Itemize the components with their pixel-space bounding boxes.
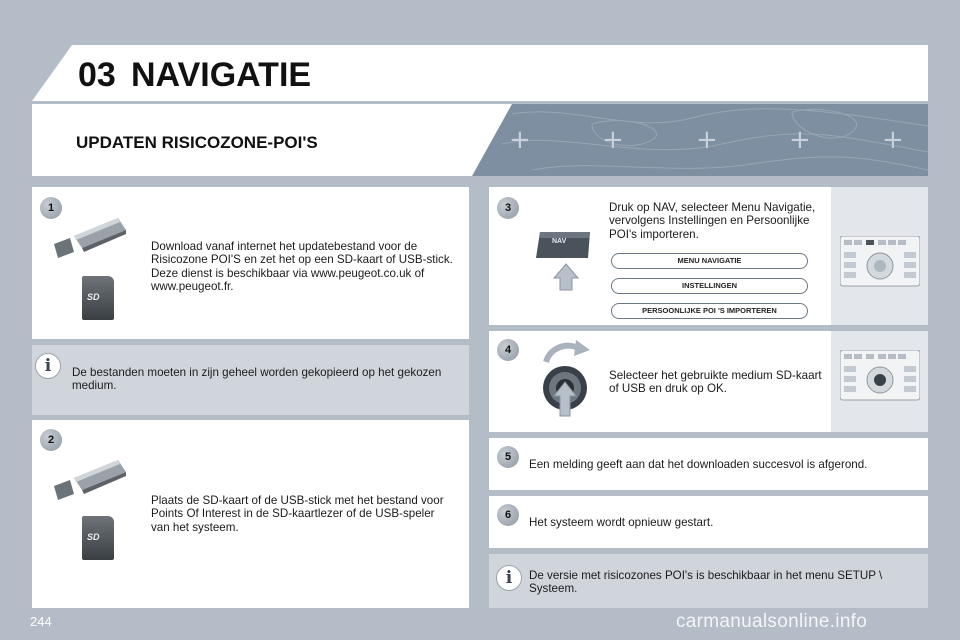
step-1-text: Download vanaf internet het updatebestand voor de Risicozone POI'S en zet het op een SD-kaart of USB-stick. Deze dienst is beschikbaar via www.peugeot.co.uk of www.peugeot.fr. [151, 240, 453, 294]
sd-card-label: SD [87, 532, 100, 542]
sd-card-icon [82, 516, 114, 560]
plus-decoration: + [602, 125, 624, 155]
menu-item-menu-navigatie[interactable]: MENU NAVIGATIE [611, 253, 808, 269]
step-number-badge: 5 [497, 446, 519, 468]
info-icon: i [496, 565, 522, 591]
step-number-badge: 3 [497, 197, 519, 219]
radio-unit-icon [840, 350, 920, 430]
radio-unit-icon [840, 236, 920, 316]
nav-key-label: NAV [552, 238, 567, 245]
step-number-badge: 1 [40, 197, 62, 219]
step-4-text: Selecteer het gebruikte medium SD-kaart of USB en druk op OK. [609, 369, 822, 396]
plus-decoration: + [882, 125, 904, 155]
plus-decoration: + [509, 125, 531, 155]
page-number: 244 [30, 614, 52, 629]
usb-stick-icon [52, 456, 128, 506]
watermark: carmanualsonline.info [676, 611, 868, 632]
usb-stick-icon [52, 214, 128, 264]
step-3-text: Druk op NAV, selecteer Menu Navigatie, vervolgens Instellingen en Persoonlijke POI's importeren. [609, 201, 816, 241]
step-6-text: Het systeem wordt opnieuw gestart. [529, 516, 714, 529]
sd-card-icon [82, 276, 114, 320]
section-title: UPDATEN RISICOZONE-POI'S [76, 133, 318, 152]
menu-item-persoonlijke-poi-importeren[interactable]: PERSOONLIJKE POI 'S IMPORTEREN [611, 303, 808, 319]
page-title: NAVIGATIE [131, 56, 312, 94]
info-text: De versie met risicozones POI's is beschikbaar in het menu SETUP \ Systeem. [529, 569, 883, 596]
step-5-text: Een melding geeft aan dat het downloaden succesvol is afgerond. [529, 458, 868, 471]
plus-decoration: + [696, 125, 718, 155]
step-number-badge: 4 [497, 339, 519, 361]
plus-decoration: + [789, 125, 811, 155]
title-corner-decoration [32, 45, 72, 101]
rotary-knob-icon [538, 338, 598, 422]
sd-card-label: SD [87, 292, 100, 302]
step-number-badge: 6 [497, 504, 519, 526]
info-text: De bestanden moeten in zijn geheel worden gekopieerd op het gekozen medium. [72, 366, 442, 393]
step-2-text: Plaats de SD-kaart of de USB-stick met het bestand voor Points Of Interest in de SD-kaartlezer of de USB-speler van het systeem. [151, 494, 444, 534]
info-icon: i [35, 353, 61, 379]
chapter-number: 03 [78, 56, 116, 94]
step-number-badge: 2 [40, 429, 62, 451]
menu-item-instellingen[interactable]: INSTELLINGEN [611, 278, 808, 294]
